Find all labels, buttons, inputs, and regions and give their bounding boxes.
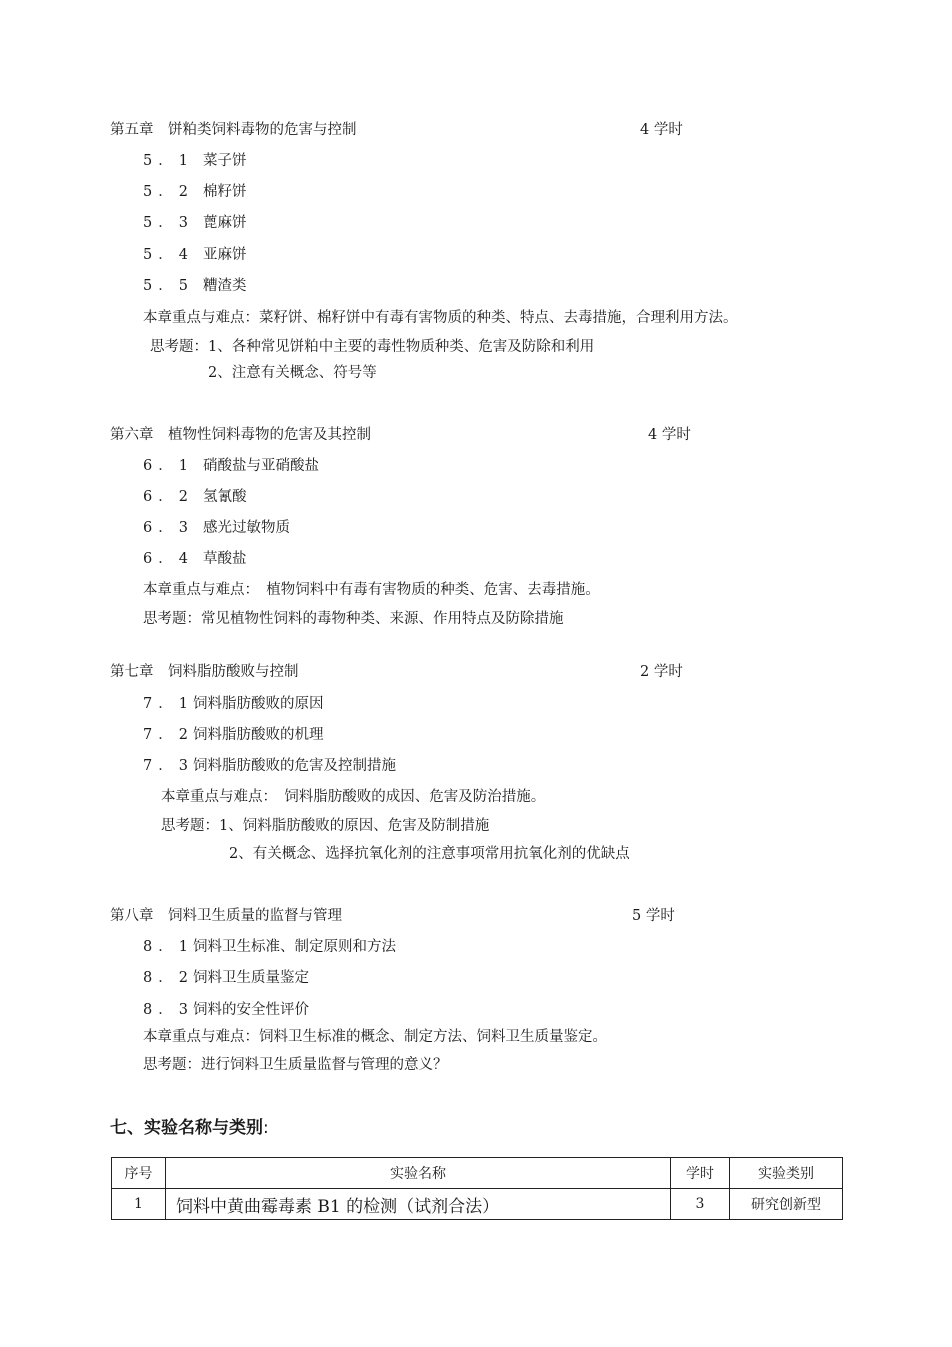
section-7-3 xyxy=(143,756,396,776)
section-5-5 xyxy=(143,276,247,296)
section-8-1 xyxy=(143,937,396,957)
section-number: 8．1 xyxy=(143,939,194,955)
chapter-8-title: 第八章 饲料卫生质量的监督与管理 xyxy=(110,908,342,924)
header-category: 实验类别 xyxy=(730,1158,843,1189)
section-text: 草酸盐 xyxy=(203,551,247,567)
chapter-6-hours: 4 学时 xyxy=(648,427,691,443)
table-row xyxy=(112,1189,843,1220)
cell-category: 研究创新型 xyxy=(730,1189,843,1220)
cell-name: 饲料中黄曲霉毒素 B1 的检测（试剂合法） xyxy=(166,1189,671,1220)
experiments-table xyxy=(111,1157,843,1220)
section-text: 氢氰酸 xyxy=(203,489,247,505)
section-number: 7．2 xyxy=(143,727,194,743)
section-number: 7．1 xyxy=(143,696,194,712)
experiments-heading-text: 七、实验名称与类别 xyxy=(110,1118,263,1138)
chapter-7-question-1: 思考题：1、饲料脂肪酸败的原因、危害及防制措施 xyxy=(161,818,490,834)
cell-index: 1 xyxy=(112,1189,166,1220)
section-number: 5．2 xyxy=(143,184,194,200)
experiments-heading-colon: : xyxy=(263,1118,269,1138)
chapter-5-title: 第五章 饼粕类饲料毒物的危害与控制 xyxy=(110,122,357,138)
section-5-3 xyxy=(143,213,247,233)
section-text: 蓖麻饼 xyxy=(203,215,247,231)
section-number: 6．1 xyxy=(143,458,194,474)
section-text: 饲料脂肪酸败的危害及控制措施 xyxy=(193,758,396,774)
section-6-1 xyxy=(143,456,319,476)
header-index: 序号 xyxy=(112,1158,166,1189)
section-text: 菜子饼 xyxy=(203,153,247,169)
section-8-2 xyxy=(143,968,309,988)
section-number: 6．4 xyxy=(143,551,194,567)
section-text: 硝酸盐与亚硝酸盐 xyxy=(203,458,319,474)
section-6-4 xyxy=(143,549,247,569)
header-hours: 学时 xyxy=(671,1158,730,1189)
section-7-1 xyxy=(143,694,324,714)
chapter-5-question-2: 2、注意有关概念、符号等 xyxy=(208,365,377,381)
section-5-4 xyxy=(143,245,247,265)
chapter-6-title: 第六章 植物性饲料毒物的危害及其控制 xyxy=(110,427,371,443)
section-8-3 xyxy=(143,1000,309,1020)
section-number: 5．1 xyxy=(143,153,194,169)
section-number: 8．3 xyxy=(143,1002,194,1018)
section-text: 饲料脂肪酸败的机理 xyxy=(193,727,324,743)
chapter-6-key-points: 本章重点与难点： 植物饲料中有毒有害物质的种类、危害、去毒措施。 xyxy=(143,582,600,598)
table-header-row xyxy=(112,1158,843,1189)
chapter-6-question-1: 思考题：常见植物性饲料的毒物种类、来源、作用特点及防除措施 xyxy=(143,611,564,627)
chapter-7-question-2: 2、有关概念、选择抗氧化剂的注意事项常用抗氧化剂的优缺点 xyxy=(229,846,630,862)
chapter-5-question-1: 思考题：1、各种常见饼粕中主要的毒性物质种类、危害及防除和利用 xyxy=(150,339,595,355)
section-number: 5．5 xyxy=(143,278,194,294)
section-number: 8．2 xyxy=(143,970,194,986)
cell-hours: 3 xyxy=(671,1189,730,1220)
section-7-2 xyxy=(143,725,324,745)
section-text: 棉籽饼 xyxy=(203,184,247,200)
experiments-heading xyxy=(110,1116,269,1140)
section-text: 饲料脂肪酸败的原因 xyxy=(193,696,324,712)
section-number: 6．2 xyxy=(143,489,194,505)
section-number: 5．4 xyxy=(143,247,194,263)
chapter-8-hours: 5 学时 xyxy=(632,908,675,924)
chapter-5-key-points: 本章重点与难点：菜籽饼、棉籽饼中有毒有害物质的种类、特点、去毒措施，合理利用方法。 xyxy=(143,310,738,326)
section-text: 亚麻饼 xyxy=(203,247,247,263)
section-number: 6．3 xyxy=(143,520,194,536)
section-5-2 xyxy=(143,182,247,202)
header-name: 实验名称 xyxy=(166,1158,671,1189)
section-number: 5．3 xyxy=(143,215,194,231)
section-6-2 xyxy=(143,487,247,507)
chapter-8-key-points: 本章重点与难点：饲料卫生标准的概念、制定方法、饲料卫生质量鉴定。 xyxy=(143,1029,607,1045)
section-text: 饲料的安全性评价 xyxy=(193,1002,309,1018)
chapter-7-hours: 2 学时 xyxy=(640,664,683,680)
section-text: 饲料卫生标准、制定原则和方法 xyxy=(193,939,396,955)
section-text: 糟渣类 xyxy=(203,278,247,294)
chapter-7-title: 第七章 饲料脂肪酸败与控制 xyxy=(110,664,299,680)
section-text: 感光过敏物质 xyxy=(203,520,290,536)
chapter-8-question-1: 思考题：进行饲料卫生质量监督与管理的意义？ xyxy=(143,1057,448,1073)
section-number: 7．3 xyxy=(143,758,194,774)
section-5-1 xyxy=(143,151,247,171)
chapter-7-key-points: 本章重点与难点： 饲料脂肪酸败的成因、危害及防治措施。 xyxy=(161,789,546,805)
section-text: 饲料卫生质量鉴定 xyxy=(193,970,309,986)
section-6-3 xyxy=(143,518,290,538)
chapter-5-hours: 4 学时 xyxy=(640,122,683,138)
